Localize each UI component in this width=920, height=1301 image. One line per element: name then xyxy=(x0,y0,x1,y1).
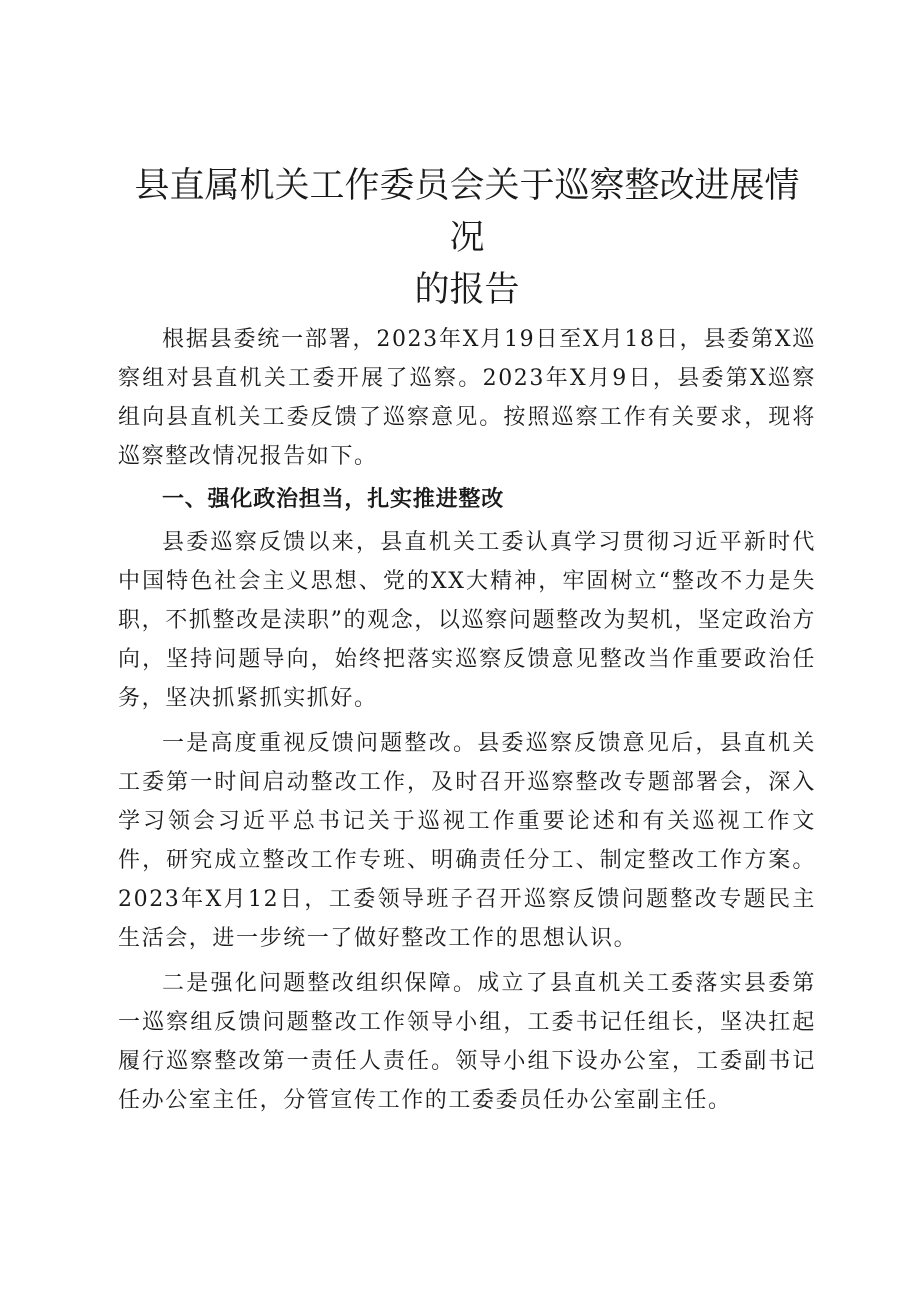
section-1-paragraph-1: 县委巡察反馈以来，县直机关工委认真学习贯彻习近平新时代中国特色社会主义思想、党的XX大精神，牢固树立“整改不力是失职，不抓整改是渎职”的观念，以巡察问题整改为契机，坚定政治方向，坚持问题导向，始终把落实巡察反馈意见整改当作重要政治任务，坚决抓紧抓实抓好。 xyxy=(118,530,816,711)
document-title xyxy=(118,160,816,316)
title-line-2: 的报告 xyxy=(414,270,520,310)
title-line-1: 县直属机关工作委员会关于巡察整改进展情况 xyxy=(134,166,800,258)
intro-paragraph: 根据县委统一部署，2023年X月19日至X月18日，县委第X巡察组对县直机关工委开展了巡察。2023年X月9日，县委第X巡察组向县直机关工委反馈了巡察意见。按照巡察工作有关要求，现将巡察整改情况报告如下。 xyxy=(118,327,816,469)
section-1-paragraph-2: 一是高度重视反馈问题整改。县委巡察反馈意见后，县直机关工委第一时间启动整改工作，及时召开巡察整改专题部署会，深入学习领会习近平总书记关于巡视工作重要论述和有关巡视工作文件，研究成立整改工作专班、明确责任分工、制定整改工作方案。2023年X月12日，工委领导班子召开巡察反馈问题整改专题民主生活会，进一步统一了做好整改工作的思想认识。 xyxy=(118,731,816,951)
section-heading-1: 一、强化政治担当，扎实推进整改 xyxy=(162,487,505,512)
section-1-paragraph-3: 二是强化问题整改组织保障。成立了县直机关工委落实县委第一巡察组反馈问题整改工作领导小组，工委书记任组长，坚决扛起履行巡察整改第一责任人责任。领导小组下设办公室，工委副书记任办公室主任，分管宣传工作的工委委员任办公室副主任。 xyxy=(118,971,816,1113)
